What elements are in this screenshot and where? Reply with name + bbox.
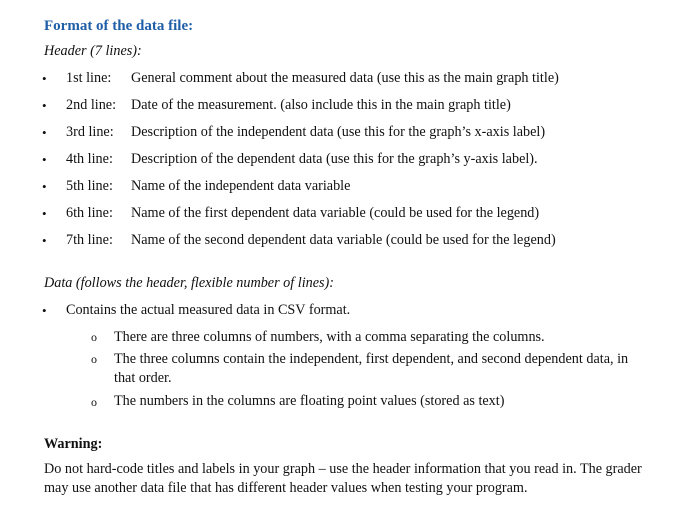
header-line-text: Name of the first dependent data variable (could be used for the legend) <box>131 205 540 221</box>
data-heading: Data (follows the header, flexible number of lines): <box>44 275 335 291</box>
data-bullet-text: Contains the actual measured data in CSV format. <box>66 302 351 318</box>
data-subitem: The three columns contain the independent, first dependent, and second dependent data, in that order. <box>114 351 629 386</box>
header-line-label: 7th line: <box>66 232 113 248</box>
bullet-icon: • <box>42 303 47 318</box>
header-line-text: Description of the dependent data (use this for the graph’s y-axis label). <box>131 151 538 167</box>
bullet-icon: • <box>42 125 47 140</box>
warning-text: Do not hard-code titles and labels in your graph – use the header information that you read in. The grader may use another data file that has different header values when testing your program. <box>44 461 642 496</box>
header-line-label: 2nd line: <box>66 97 117 113</box>
data-subitem: The numbers in the columns are floating point values (stored as text) <box>114 393 505 409</box>
bullet-icon: • <box>42 179 47 194</box>
header-line-text: Name of the second dependent data variable (could be used for the legend) <box>131 232 556 248</box>
sub-bullet-icon: o <box>91 330 97 344</box>
bullet-icon: • <box>42 71 47 86</box>
header-line-text: Date of the measurement. (also include this in the main graph title) <box>131 97 511 113</box>
header-line-text: Name of the independent data variable <box>131 178 351 194</box>
bullet-icon: • <box>42 206 47 221</box>
header-line-text: General comment about the measured data (use this as the main graph title) <box>131 70 559 86</box>
header-line-label: 1st line: <box>66 70 112 86</box>
header-heading: Header (7 lines): <box>44 43 142 59</box>
format-heading: Format of the data file: <box>44 18 194 34</box>
header-line-label: 5th line: <box>66 178 113 194</box>
header-line-label: 3rd line: <box>66 124 114 140</box>
bullet-icon: • <box>42 152 47 167</box>
sub-bullet-icon: o <box>91 352 97 366</box>
header-line-label: 4th line: <box>66 151 113 167</box>
warning-heading: Warning: <box>44 436 103 452</box>
bullet-icon: • <box>42 98 47 113</box>
header-line-label: 6th line: <box>66 205 113 221</box>
header-line-text: Description of the independent data (use this for the graph’s x-axis label) <box>131 124 546 140</box>
bullet-icon: • <box>42 233 47 248</box>
sub-bullet-icon: o <box>91 395 97 409</box>
data-subitem: There are three columns of numbers, with a comma separating the columns. <box>114 329 545 345</box>
